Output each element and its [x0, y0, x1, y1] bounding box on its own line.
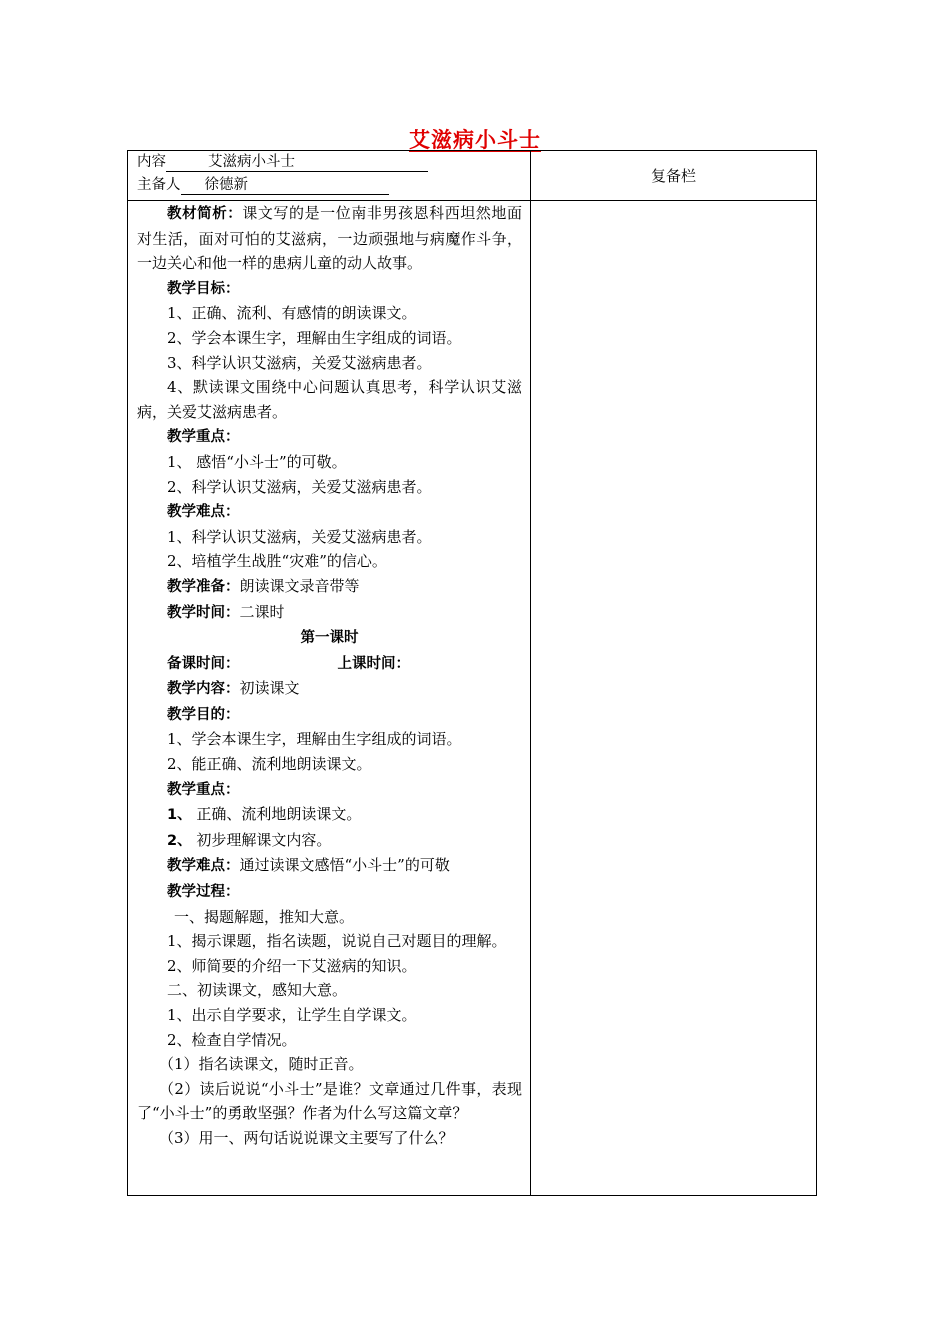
difficult-item: 1、科学认识艾滋病，关爱艾滋病患者。 [167, 527, 432, 546]
process-item: 1、揭示课题，指名读题，说说自己对题目的理解。 [167, 932, 507, 951]
goal-item: 3、科学认识艾滋病，关爱艾滋病患者。 [167, 353, 432, 372]
lesson1-key-heading: 教学重点： [167, 781, 240, 798]
content-row [137, 151, 530, 174]
goal-item: 2、学会本课生字，理解由生字组成的词语。 [167, 328, 462, 347]
key-item: 2、科学认识艾滋病，关爱艾滋病患者。 [167, 477, 432, 496]
document-title: 艾滋病小斗士 [409, 128, 541, 152]
goal-item: 4、默读课文围绕中心问题认真思考，科学认识艾滋病，关爱艾滋病患者。 [137, 378, 522, 421]
key-item: 1、 感悟“小斗士”的可敬。 [167, 452, 347, 471]
lesson1-key-item: 2、 初步理解课文内容。 [167, 830, 332, 849]
process-step: 二、初读课文，感知大意。 [167, 981, 348, 1000]
lesson1-content-line: 教学内容：初读课文 [167, 679, 300, 698]
time-line: 教学时间：二课时 [167, 602, 285, 621]
author-label: 主备人 [137, 177, 181, 193]
lesson1-difficult-line: 教学难点：通过读课文感悟“小斗士”的可敬 [167, 856, 450, 875]
process-item: 2、师简要的介绍一下艾滋病的知识。 [167, 956, 417, 975]
goal-item: 1、正确、流利、有感情的朗读课文。 [167, 304, 417, 323]
difficult-item: 2、培植学生战胜“灾难”的信心。 [167, 552, 387, 571]
intro-text: 课文写的是一位南非男孩恩科西坦然地面对生活，面对可怕的艾滋病，一边顽强地与病魔作斗争，一边关心和他一样的患病儿童的动人故事。 [137, 204, 522, 273]
lesson-plan-table [127, 150, 817, 1196]
process-step: 一、揭题解题，推知大意。 [174, 907, 355, 926]
notes-column-header: 复备栏 [531, 151, 817, 201]
process-item: 1、出示自学要求，让学生自学课文。 [167, 1006, 417, 1024]
header-info-cell [128, 151, 531, 201]
key-heading: 教学重点： [167, 429, 240, 446]
lesson1-aim-heading: 教学目的： [167, 706, 240, 723]
aim-item: 1、学会本课生字，理解由生字组成的词语。 [167, 730, 462, 749]
content-value: 艾滋病小斗士 [166, 154, 428, 172]
lesson-body-cell [128, 201, 531, 1196]
author-row [137, 174, 530, 197]
intro-paragraph [137, 201, 522, 276]
difficult-heading: 教学难点： [167, 504, 240, 521]
notes-column-body [531, 201, 817, 1196]
process-sub-item: （1）指名读课文，随时正音。 [159, 1055, 364, 1074]
lesson1-process-heading: 教学过程： [167, 884, 240, 901]
process-item: 2、检查自学情况。 [167, 1030, 297, 1049]
prep-line: 教学准备：朗读课文录音带等 [167, 576, 360, 595]
content-label: 内容 [137, 154, 166, 170]
intro-label: 教材简析： [167, 206, 243, 222]
process-sub-item: （3）用一、两句话说说课文主要写了什么？ [159, 1128, 454, 1147]
goals-heading: 教学目标： [167, 280, 240, 297]
lesson1-key-item: 1、 正确、流利地朗读课文。 [167, 805, 362, 824]
class-time-label: 上课时间： [337, 655, 410, 672]
aim-item: 2、能正确、流利地朗读课文。 [167, 755, 372, 774]
author-value: 徐德新 [181, 177, 389, 195]
lesson1-heading: 第一课时 [300, 630, 359, 647]
process-sub-item: （2）读后说说“小斗士”是谁？文章通过几件事，表现了“小斗士”的勇敢坚强？作者为什么写这篇文章？ [137, 1079, 522, 1123]
prep-time-label: 备课时间： [167, 655, 240, 672]
schedule-times-line [137, 651, 522, 677]
